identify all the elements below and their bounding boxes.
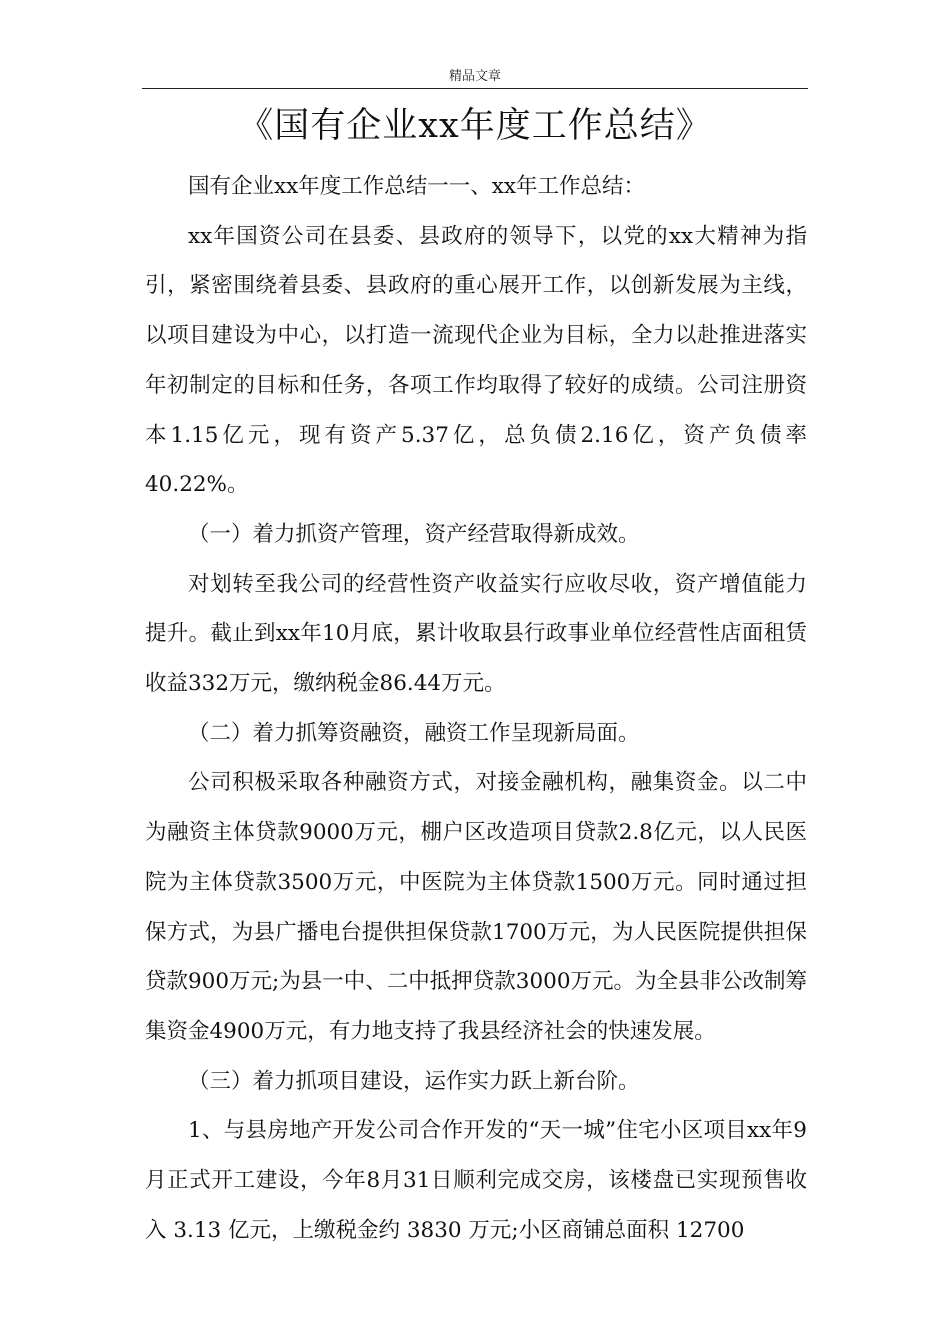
section-heading-asset-management: （一）着力抓资产管理，资产经营取得新成效。 <box>188 521 640 547</box>
document-body <box>145 162 807 1255</box>
financing-paragraph: 公司积极采取各种融资方式，对接金融机构，融集资金。以二中为融资主体贷款9000万元，棚户区改造项目贷款2.8亿元，以人民医院为主体贷款3500万元，中医院为主体贷款1500万元。同时通过担保方式，为县广播电台提供担保贷款1700万元，为人民医院提供担保贷款900万元;为县一中、二中抵押贷款3000万元。为全县非公改制筹集资金4900万元，有力地支持了我县经济社会的快速发展。 <box>145 770 807 1044</box>
summary-paragraph: xx年国资公司在县委、县政府的领导下，以党的xx大精神为指引，紧密围绕着县委、县政府的重心展开工作，以创新发展为主线，以项目建设为中心，以打造一流现代企业为目标，全力以赴推进落实年初制定的目标和任务，各项工作均取得了较好的成绩。公司注册资本1.15亿元，现有资产5.37亿，总负债2.16亿，资产负债率40.22%。 <box>145 223 807 498</box>
section-heading-projects: （三）着力抓项目建设，运作实力跃上新台阶。 <box>188 1068 640 1094</box>
intro-paragraph: 国有企业xx年度工作总结一一、xx年工作总结： <box>188 174 646 199</box>
section-heading-financing: （二）着力抓筹资融资，融资工作呈现新局面。 <box>188 720 640 746</box>
page-header: 精品文章 <box>448 69 501 84</box>
document-title: 《国有企业xx年度工作总结》 <box>238 106 712 146</box>
asset-management-paragraph: 对划转至我公司的经营性资产收益实行应收尽收，资产增值能力提升。截止到xx年10月底，累计收取县行政事业单位经营性店面租赁收益332万元，缴纳税金86.44万元。 <box>145 571 807 697</box>
header-divider <box>142 88 808 89</box>
projects-paragraph: 1、与县房地产开发公司合作开发的“天一城”住宅小区项目xx年9月正式开工建设，今年8月31日顺利完成交房，该楼盘已实现预售收入 3.13 亿元，上缴税金约 3830 万元;小区商铺总面积 12700 <box>145 1118 807 1243</box>
